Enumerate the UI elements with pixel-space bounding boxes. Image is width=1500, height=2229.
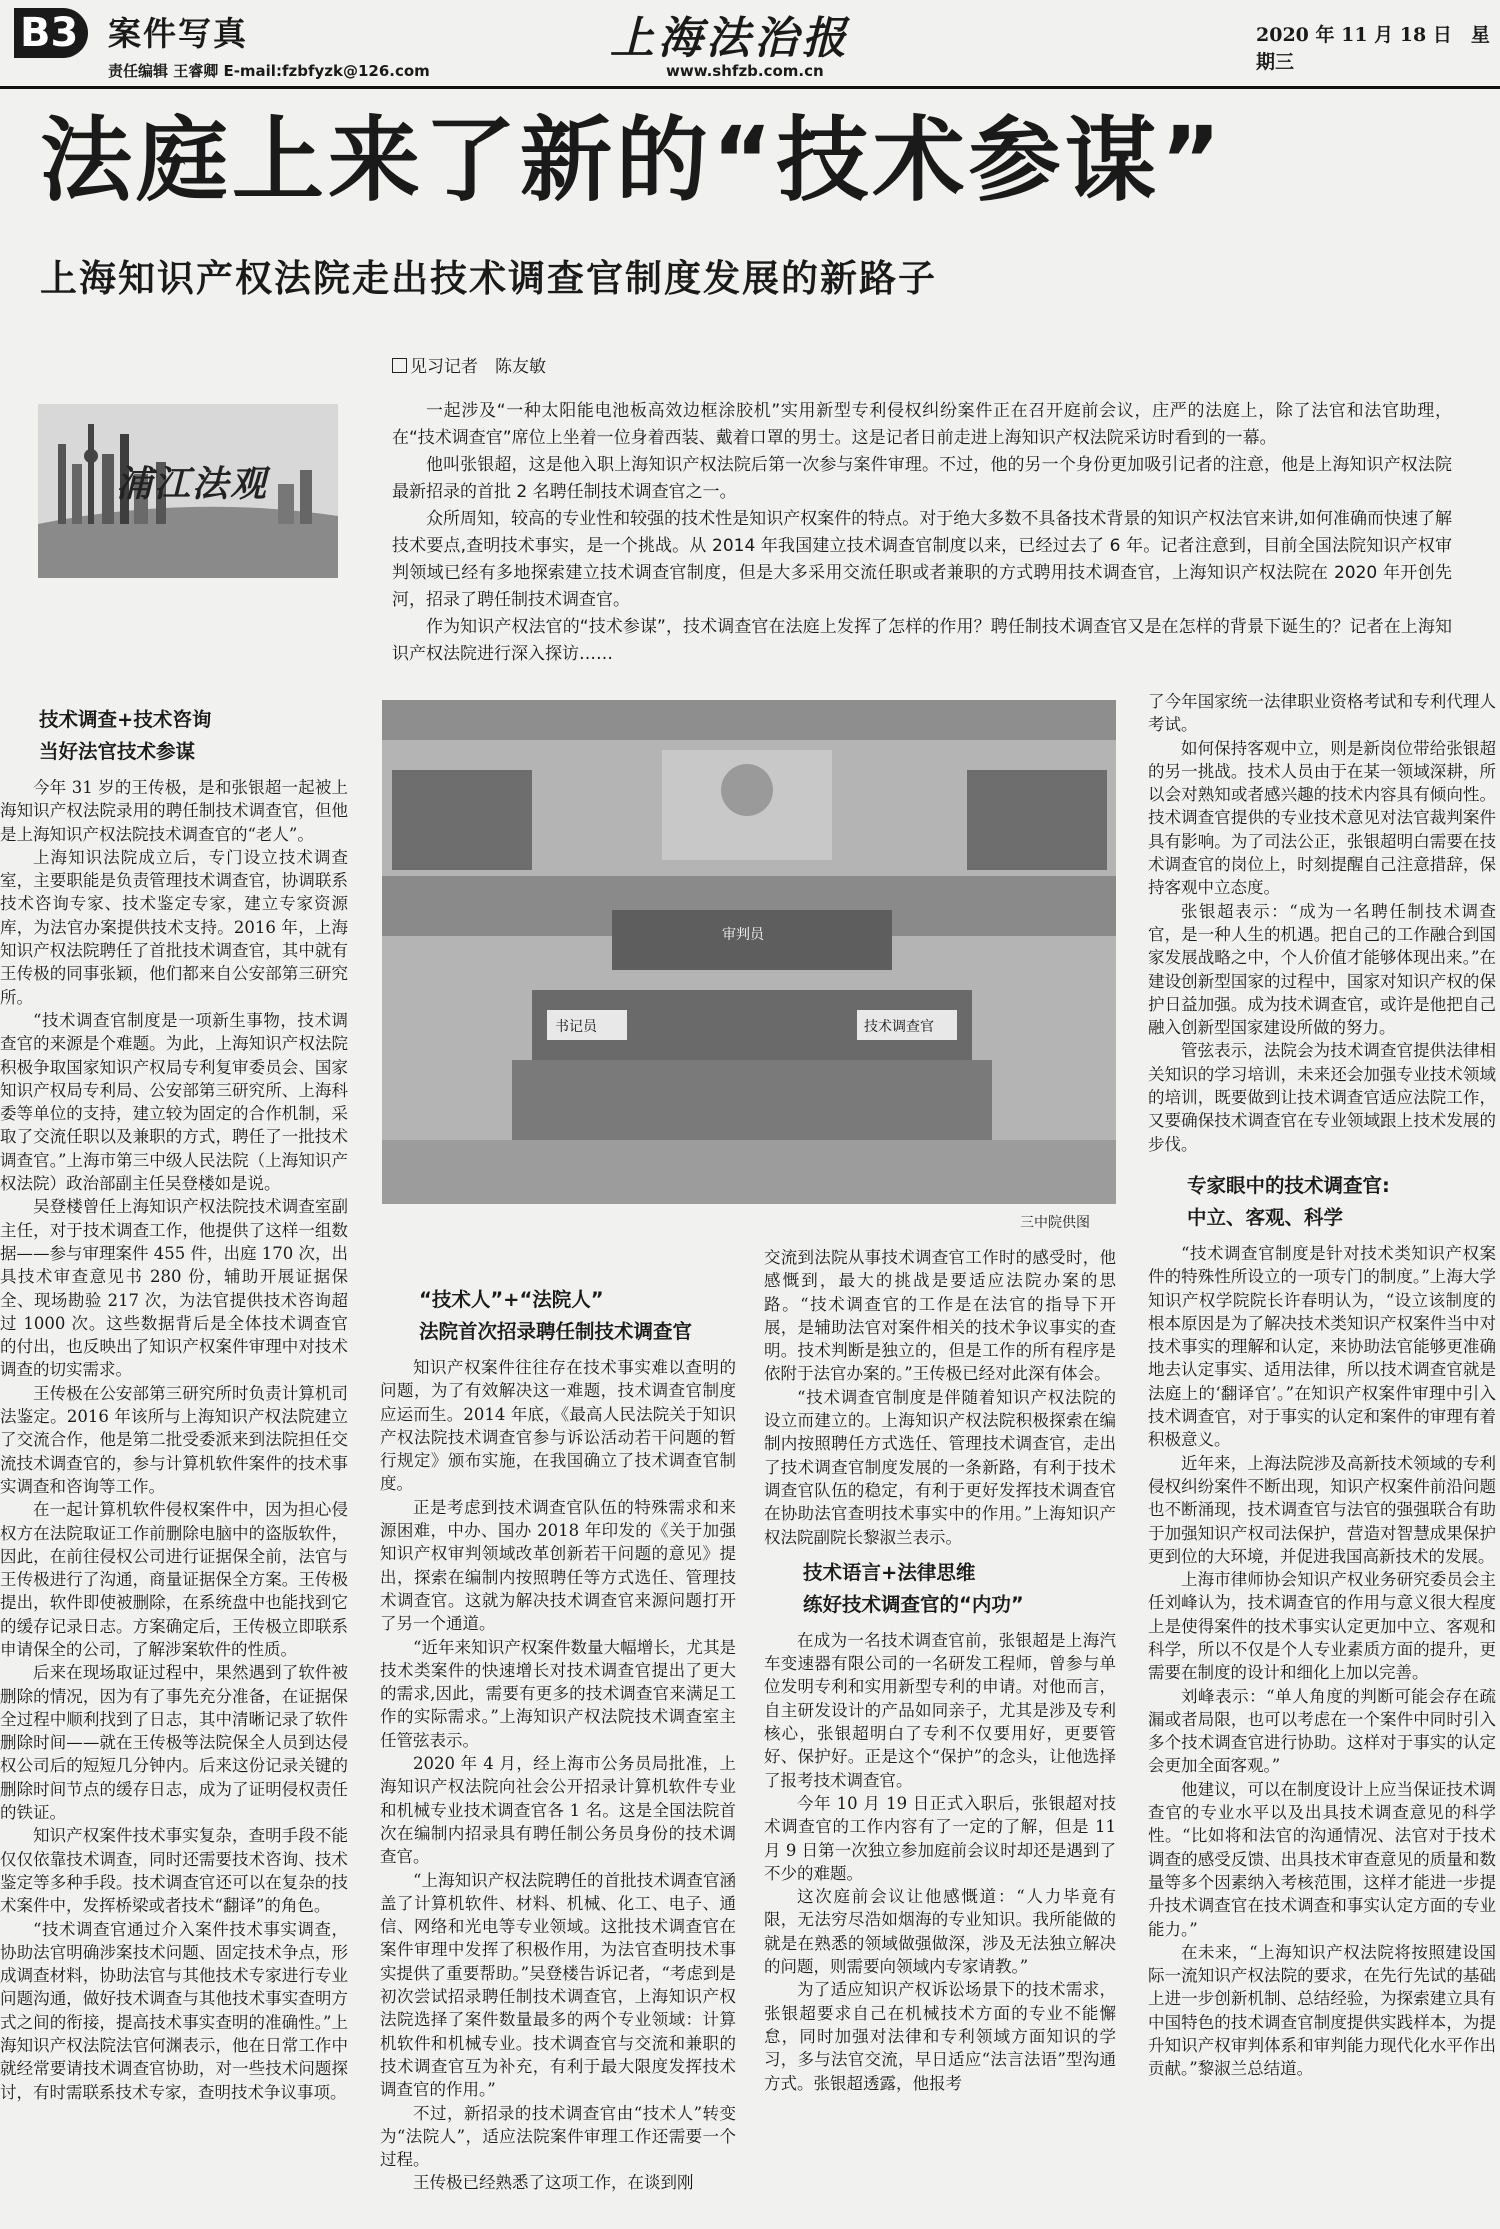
body-paragraph: 在一起计算机软件侵权案件中，因为担心侵权方在法院取证工作前删除电脑中的盗版软件，因此，在前往侵权公司进行证据保全前，法官与王传极进行了沟通，商量证据保全方案。王传极提出，软件即使被删除，在系统盘中也能找到它的缓存记录日志。方案确定后，王传极立即联系申请保全的公司，了解涉案软件的性质。	[0, 1500, 348, 1659]
body-paragraph: 上海市律师协会知识产权业务研究委员会主任刘峰认为，技术调查官的作用与意义很大程度上是使得案件的技术事实认定更加中立、客观和科学，所以不仅是个人专业素质方面的提升，更需要在制度的设计和细化上加以完善。	[1148, 1570, 1496, 1683]
column-4	[1148, 690, 1496, 2224]
section-subheading: 中立、客观、科学	[1187, 1205, 1344, 1229]
column-logo-image	[38, 404, 338, 578]
masthead-url: www.shfzb.com.cn	[666, 62, 824, 80]
body-paragraph: 上海知识法院成立后，专门设立技术调查室，主要职能是负责管理技术调查官，协调联系技术咨询专家、技术鉴定专家，建立专家资源库，为法官办案提供技术支持。2016 年，上海知识产权法院聘任了首批技术调查官，其中就有王传极的同事张颖，他们都来自公安部第三研究所。	[0, 847, 348, 1007]
body-paragraph: 不过，新招录的技术调查官由“技术人”转变为“法院人”，适应法院案件审理工作还需要一个过程。	[380, 2103, 736, 2170]
body-paragraph: 这次庭前会议让他感慨道：“人力毕竟有限，无法穷尽浩如烟海的专业知识。我所能做的就是在熟悉的领域做强做深，涉及无法独立解决的问题，则需要向领域内专家请教。”	[764, 1887, 1116, 1977]
column-3	[764, 1246, 1116, 2224]
masthead: 上海法治报	[610, 13, 850, 64]
column-logo-text: 浦江法观	[116, 464, 269, 505]
body-paragraph: 为了适应知识产权诉讼场景下的技术需求，张银超要求自己在机械技术方面的专业不能懈怠，同时加强对法律和专利领域方面知识的学习，多与法官交流，早日适应“法言法语”型沟通方式。张银超透露，他报考	[764, 1980, 1116, 2093]
body-paragraph: 如何保持客观中立，则是新岗位带给张银超的另一挑战。技术人员由于在某一领域深耕，所以会对熟知或者感兴趣的技术内容具有倾向性。技术调查官提供的专业技术意见对法官裁判案件具有影响。为了司法公正，张银超明白需要在技术调查官的岗位上，时刻提醒自己注意措辞，保持客观中立态度。	[1148, 738, 1496, 898]
body-paragraph: 了今年国家统一法律职业资格考试和专利代理人考试。	[1148, 692, 1496, 735]
section-heading: 技术语言+法律思维	[803, 1560, 976, 1584]
courtroom-photo-drawing	[382, 700, 1116, 1204]
page-code-badge: B3	[14, 8, 88, 58]
column-2	[380, 1284, 736, 2224]
body-paragraph: 知识产权案件技术事实复杂，查明手段不能仅仅依靠技术调查，同时还需要技术咨询、技术鉴定等多种手段。技术调查官还可以在复杂的技术案件中，发挥桥梁或者技术“翻译”的角色。	[0, 1826, 348, 1916]
right-screen	[967, 770, 1107, 870]
body-paragraph: 在成为一名技术调查官前，张银超是上海汽车变速器有限公司的一名研发工程师，曾参与单位发明专利和实用新型专利的申请。对他而言，自主研发设计的产品如同亲子，尤其是涉及专利核心，张银超明白了专利不仅要用好，更要管好、保护好。正是这个“保护”的念头，让他选择了报考技术调查官。	[764, 1630, 1116, 1790]
lead-paragraph: 众所周知，较高的专业性和较强的技术性是知识产权案件的特点。对于绝大多数不具备技术背景的知识产权法官来讲,如何准确而快速了解技术要点,查明技术事实，是一个挑战。从 2014 年我国建立技术调查官制度以来，已经过去了 6 年。记者注意到，目前全国法院知识产权审判领域已经有多地探索建立技术调查官制度，但是大多采用交流任职或者兼职的方式聘用技术调查官，上海知识产权法院在 2020 年开创先河，招录了聘任制技术调查官。	[392, 509, 1452, 610]
left-screen	[392, 770, 532, 870]
clerk-nameplate: 书记员	[555, 1019, 597, 1035]
body-paragraph: 刘峰表示：“单人角度的判断可能会存在疏漏或者局限，也可以考虑在一个案件中同时引入多个技术调查官进行协助。这样对于事实的认定会更加全面客观。”	[1148, 1686, 1496, 1776]
body-paragraph: 张银超表示：“成为一名聘任制技术调查官，是一种人生的机遇。把自己的工作融合到国家发展战略之中，个人价值才能够体现出来。”在建设创新型国家的过程中，国家对知识产权的保护日益加强。成为技术调查官，或许是他把自己融入创新型国家建设所做的努力。	[1148, 901, 1496, 1038]
body-paragraph: 他建议，可以在制度设计上应当保证技术调查官的专业水平以及出具技术调查意见的科学性。“比如将和法官的沟通情况、法官对于技术调查的感受反馈、出具技术审查意见的质量和数量等多个因素纳入考核范围，这样才能进一步提升技术调查官在技术调查和事实认定方面的专业能力。”	[1148, 1779, 1496, 1939]
body-paragraph: 吴登楼曾任上海知识产权法院技术调查室副主任，对于技术调查工作，他提供了这样一组数据——参与审理案件 455 件，出庭 170 次，出具技术审查意见书 280 份，辅助开展证据保全、现场勘验 217 次，为法官提供技术咨询超过 1000 次。这些数据背后是全体技术调查官的付出，也反映出了知识产权案件审理中对技术调查的切实需求。	[0, 1197, 348, 1380]
headline: 法庭上来了新的“技术参谋”	[40, 107, 1225, 214]
body-paragraph: 管弦表示，法院会为技术调查官提供法律相关知识的学习培训，未来还会加强专业技术领域的培训，既要做到让技术调查官适应法院工作，又要确保技术调查官在专业领域跟上技术发展的步伐。	[1148, 1041, 1496, 1154]
body-paragraph: 2020 年 4 月，经上海市公务员局批准，上海知识产权法院向社会公开招录计算机软件专业和机械专业技术调查官各 1 名。这是全国法院首次在编制内招录具有聘任制公务员身份的技术调查官。	[380, 1754, 736, 1867]
lead-paragraphs	[392, 398, 1452, 668]
body-paragraph: 后来在现场取证过程中，果然遇到了软件被删除的情况，因为有了事先充分准备，在证据保全过程中顺利找到了日志，其中清晰记录了软件删除时间——就在王传极等法院保全人员到达侵权公司后的短短几分钟内。后来这份记录关键的删除时间节点的缓存日志，成为了证明侵权责任的铁证。	[0, 1663, 348, 1823]
byline-box-icon	[392, 358, 407, 373]
column-1	[0, 704, 348, 2224]
body-paragraph: 今年 10 月 19 日正式入职后，张银超对技术调查官的工作内容有了一定的了解，但是 11 月 9 日第一次独立参加庭前会议时却还是遇到了不少的难题。	[764, 1793, 1116, 1883]
section-heading: 专家眼中的技术调查官:	[1187, 1173, 1390, 1197]
body-paragraph: “上海知识产权法院聘任的首批技术调查官涵盖了计算机软件、材料、机械、化工、电子、通信、网络和光电等专业领域。这批技术调查官在案件审理中发挥了积极作用，为法官查明技术事实提供了重要帮助。”吴登楼告诉记者，“考虑到是初次尝试招录聘任制技术调查官，上海知识产权法院选择了案件数量最多的两个专业领域：计算机软件和机械专业。技术调查官与交流和兼职的技术调查官互为补充，有利于最大限度发挥技术调查官的作用。”	[380, 1870, 736, 2100]
body-paragraph: “技术调查官制度是伴随着知识产权法院的设立而建立的。上海知识产权法院积极探索在编制内按照聘任方式选任、管理技术调查官，走出了技术调查官制度发展的一条新路，有利于技术调查官队伍的稳定，有利于更好发挥技术调查官在协助法官查明技术事实中的作用。”上海知识产权法院副院长黎淑兰表示。	[764, 1387, 1116, 1547]
body-paragraph: “技术调查官通过介入案件技术事实调查，协助法官明确涉案技术问题、固定技术争点，形成调查材料，协助法官与其他技术专家进行专业问题沟通，做好技术调查与其他技术事实查明方式之间的衔接，提高技术事实查明的准确性。”上海知识产权法院法官何渊表示，他在日常工作中就经常要请技术调查官协助，对一些技术问题探讨，有时需联系技术专家，查明技术争议事项。	[0, 1919, 348, 2102]
body-paragraph: “近年来知识产权案件数量大幅增长，尤其是技术类案件的快速增长对技术调查官提出了更大的需求,因此，需要有更多的技术调查官来满足工作的实际需求。”上海知识产权法院技术调查室主任管弦表示。	[380, 1637, 736, 1750]
issue-date: 2020 年 11 月 18 日 星期三	[1256, 24, 1490, 73]
body-paragraph: 正是考虑到技术调查官队伍的特殊需求和来源困难，中办、国办 2018 年印发的《关于加强知识产权审判领域改革创新若干问题的意见》提出，探索在编制内按照聘任等方式选任、管理技术调查官。这就为解决技术调查官来源问题打开了另一个通道。	[380, 1497, 736, 1634]
lead-paragraph: 一起涉及“一种太阳能电池板高效边框涂胶机”实用新型专利侵权纠纷案件正在召开庭前会议，庄严的法庭上，除了法官和法官助理，在“技术调查官”席位上坐着一位身着西装、戴着口罩的男士。这是记者日前走进上海知识产权法院采访时看到的一幕。	[392, 401, 1452, 448]
lead-paragraph: 作为知识产权法官的“技术参谋”，技术调查官在法庭上发挥了怎样的作用？聘任制技术调查官又是在怎样的背景下诞生的？记者在上海知识产权法院进行深入探访……	[392, 617, 1452, 664]
body-paragraph: 近年来，上海法院涉及高新技术领域的专利侵权纠纷案件不断出现，知识产权案件前沿问题也不断涌现，技术调查官与法官的强强联合有助于加强知识产权司法保护，营造对智慧成果保护更到位的大环境，并促进我国高新技术的发展。	[1148, 1453, 1496, 1566]
section-subheading: 当好法官技术参谋	[39, 740, 196, 763]
section-heading: 技术调查+技术咨询	[39, 708, 212, 731]
tech-officer-nameplate: 技术调查官	[864, 1019, 934, 1035]
body-paragraph: 王传极在公安部第三研究所时负责计算机司法鉴定。2016 年该所与上海知识产权法院建立了交流合作，他是第二批受委派来到法院担任交流技术调查官的，参与计算机软件案件的技术事实调查和咨询等工作。	[0, 1383, 348, 1496]
lead-paragraph: 他叫张银超，这是他入职上海知识产权法院后第一次参与案件审理。不过，他的另一个身份更加吸引记者的注意，他是上海知识产权法院最新招录的首批 2 名聘任制技术调查官之一。	[392, 455, 1452, 502]
byline	[392, 352, 546, 377]
national-emblem-icon	[721, 764, 773, 816]
section-heading: “技术人”+“法院人”	[419, 1288, 604, 1311]
editor-line: 责任编辑 王睿卿 E-mail:fzbfyzk@126.com	[108, 62, 430, 80]
section-subheading: 法院首次招录聘任制技术调查官	[419, 1320, 693, 1343]
judge-nameplate: 审判员	[722, 927, 764, 943]
byline-text: 见习记者 陈友敏	[410, 357, 546, 377]
photo-credit: 三中院供图	[1020, 1215, 1090, 1231]
body-paragraph: 王传极已经熟悉了这项工作，在谈到刚	[413, 2173, 694, 2193]
body-paragraph: 在未来，“上海知识产权法院将按照建设国际一流知识产权法院的要求，在先行先试的基础上进一步创新机制、总结经验，为探索建立具有中国特色的技术调查官制度提供实践样本，为提升知识产权审判体系和审判能力现代化水平作出贡献。”黎淑兰总结道。	[1148, 1942, 1496, 2079]
subheadline: 上海知识产权法院走出技术调查官制度发展的新路子	[40, 257, 937, 300]
body-paragraph: 交流到法院从事技术调查官工作时的感受时，他感慨到，最大的挑战是要适应法院办案的思路。“技术调查官的工作是在法官的指导下开展，是辅助法官对案件相关的技术争议事实的查明。技术判断是独立的，但是工作的所有程序是依附于法官办案的。”王传极已经对此深有体会。	[764, 1248, 1116, 1384]
body-paragraph: “技术调查官制度是一项新生事物，技术调查官的来源是个难题。为此，上海知识产权法院积极争取国家知识产权局专利复审委员会、国家知识产权局专利局、公安部第三研究所、上海科委等单位的支持，建立较为固定的合作机制，采取了交流任职以及兼职的方式，聘任了一批技术调查官。”上海市第三中级人民法院（上海知识产权法院）政治部副主任吴登楼如是说。	[0, 1010, 348, 1194]
header-rule	[0, 86, 1500, 89]
section-title: 案件写真	[108, 14, 248, 53]
body-paragraph: “技术调查官制度是针对技术类知识产权案件的特殊性所设立的一项专门的制度。”上海大学知识产权学院院长许春明认为，“设立该制度的根本原因是为了解决技术类知识产权案件当中对技术事实的理解和认定，来协助法官能够更准确地去认定事实、适用法律，所以技术调查官就是法庭上的‘翻译官’。”在知识产权案件审理中引入技术调查官，对于事实的认定和案件的审理有着积极意义。	[1148, 1243, 1496, 1450]
body-paragraph: 知识产权案件往往存在技术事实难以查明的问题，为了有效解决这一难题，技术调查官制度应运而生。2014 年底，《最高人民法院关于知识产权法院技术调查官参与诉讼活动若干问题的暂行规定》颁布实施，在我国确立了技术调查官制度。	[380, 1358, 736, 1494]
body-paragraph: 今年 31 岁的王传极，是和张银超一起被上海知识产权法院录用的聘任制技术调查官，但他是上海知识产权法院技术调查官的“老人”。	[0, 778, 348, 844]
courtroom-photo	[382, 700, 1116, 1204]
section-subheading: 练好技术调查官的“内功”	[803, 1592, 1024, 1616]
